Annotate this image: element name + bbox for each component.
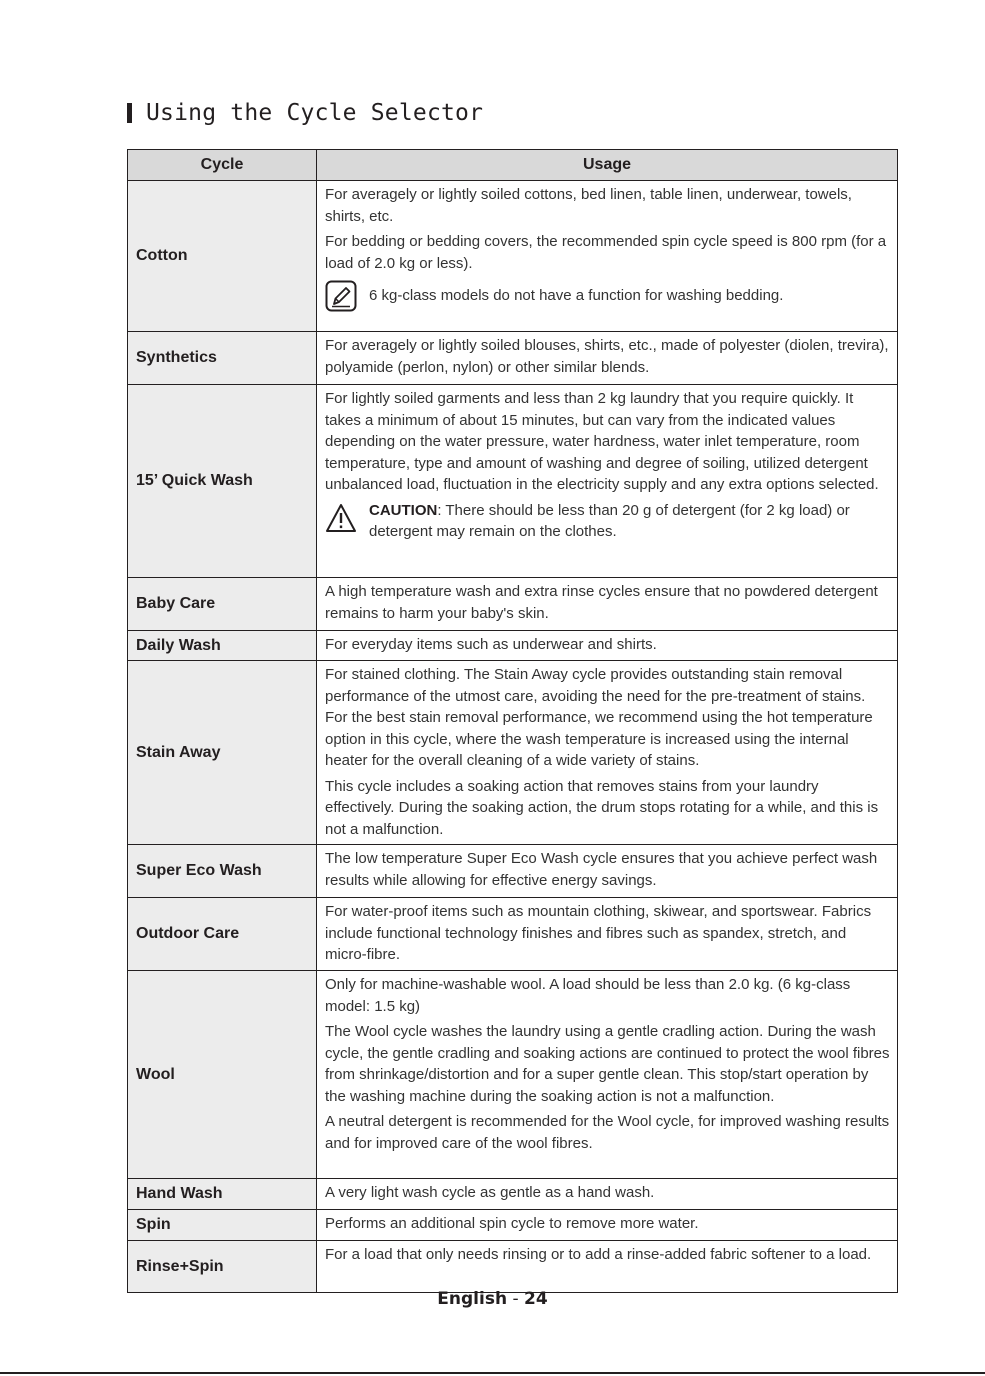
section-heading [127, 100, 483, 126]
cycle-usage [317, 578, 898, 631]
cycle-table [127, 149, 898, 1293]
page-footer [0, 1289, 985, 1309]
table-header-row [128, 150, 898, 181]
usage-paragraph: For averagely or lightly soiled cottons, bed linen, table linen, underwear, towels, shirts, etc. [325, 186, 852, 225]
usage-paragraph: This cycle includes a soaking action that removes stains from your laundry effectively. During the soaking action, the drum stops rotating for a while, and this is not a malfunction. [325, 777, 879, 838]
table-row [128, 898, 898, 971]
cycle-usage [317, 181, 898, 332]
usage-paragraph: The Wool cycle washes the laundry using a gentle cradling action. During the wash cycle, the gentle cradling and soaking actions are continued to protect the wool fibres from shrinkage/distortion and for a super gentle clean. This stop/start operation by the washing machine during the soaking action is not a malfunction. [325, 1023, 890, 1105]
caution-label: CAUTION [369, 501, 438, 519]
table-row [128, 631, 898, 661]
column-header-cycle: Cycle [128, 150, 317, 181]
table-row [128, 1210, 898, 1241]
cycle-usage [317, 898, 898, 971]
cycle-name: Hand Wash [128, 1179, 317, 1210]
caution-block [325, 500, 890, 543]
usage-paragraph: Performs an additional spin cycle to remove more water. [325, 1215, 699, 1232]
caution-message [369, 500, 890, 543]
usage-paragraph: For stained clothing. The Stain Away cycle provides outstanding stain removal performance of the utmost care, avoiding the need for the pre-treatment of stains. For the best stain removal performance, we recommend using the hot temperature option in this cycle, where the wash temperature is increased using the internal heater for the overall cleaning of a wide variety of stains. [325, 666, 873, 769]
table-row [128, 1179, 898, 1210]
cycle-usage [317, 385, 898, 578]
page-number: 24 [524, 1289, 548, 1309]
table-row [128, 385, 898, 578]
caution-triangle-icon [325, 503, 357, 533]
cycle-usage [317, 332, 898, 385]
cycle-name: Daily Wash [128, 631, 317, 661]
footer-separator: - [507, 1289, 525, 1309]
cycle-name: Synthetics [128, 332, 317, 385]
table-row [128, 845, 898, 898]
table-row [128, 971, 898, 1179]
cycle-usage [317, 971, 898, 1179]
cycle-name: Super Eco Wash [128, 845, 317, 898]
cycle-name: 15’ Quick Wash [128, 385, 317, 578]
cycle-usage [317, 1179, 898, 1210]
page-title: Using the Cycle Selector [146, 100, 484, 126]
cycle-name: Cotton [128, 181, 317, 332]
usage-paragraph: The low temperature Super Eco Wash cycle ensures that you achieve perfect wash results while allowing for effective energy savings. [325, 850, 878, 889]
cycle-name: Wool [128, 971, 317, 1179]
column-header-usage: Usage [317, 150, 898, 181]
cycle-name: Outdoor Care [128, 898, 317, 971]
cycle-name: Spin [128, 1210, 317, 1241]
cycle-name: Stain Away [128, 661, 317, 845]
usage-paragraph: For bedding or bedding covers, the recommended spin cycle speed is 800 rpm (for a load of 2.0 kg or less). [325, 233, 887, 272]
caution-text: : There should be less than 20 g of detergent (for 2 kg load) or detergent may remain on the clothes. [369, 501, 850, 540]
usage-paragraph: A very light wash cycle as gentle as a hand wash. [325, 1184, 655, 1201]
table-row [128, 1241, 898, 1293]
note-text: 6 kg-class models do not have a function for washing bedding. [369, 287, 784, 304]
usage-paragraph: Only for machine-washable wool. A load should be less than 2.0 kg. (6 kg-class model: 1.5 kg) [325, 976, 851, 1015]
table-row [128, 661, 898, 845]
cycle-name: Rinse+Spin [128, 1241, 317, 1293]
note-pencil-icon [325, 280, 357, 312]
cycle-usage [317, 845, 898, 898]
usage-paragraph: For a load that only needs rinsing or to add a rinse-added fabric softener to a load. [325, 1246, 872, 1263]
footer-language: English [437, 1289, 508, 1309]
cycle-usage [317, 1210, 898, 1241]
table-row [128, 332, 898, 385]
usage-paragraph: A high temperature wash and extra rinse cycles ensure that no powdered detergent remains to harm your baby's skin. [325, 583, 878, 622]
heading-bar [127, 103, 132, 123]
usage-paragraph: For lightly soiled garments and less than 2 kg laundry that you require quickly. It takes a minimum of about 15 minutes, but can vary from the indicated values depending on the water pressure, water hardness, water inlet temperature, room temperature, type and amount of washing and degree of soiling, utilized detergent unbalanced load, fluctuation in the electricity supply and any extra options selected. [325, 390, 879, 493]
bottom-rule [0, 1372, 985, 1374]
usage-paragraph: For averagely or lightly soiled blouses, shirts, etc., made of polyester (diolen, trevira), polyamide (perlon, nylon) or other similar blends. [325, 337, 889, 376]
cycle-usage [317, 661, 898, 845]
table-row [128, 181, 898, 332]
cycle-usage [317, 1241, 898, 1293]
cycle-usage [317, 631, 898, 661]
usage-paragraph: For water-proof items such as mountain clothing, skiwear, and sportswear. Fabrics include functional technology finishes and fibres such as spandex, stretch, and micro-fibre. [325, 903, 872, 963]
usage-paragraph: A neutral detergent is recommended for the Wool cycle, for improved washing results and for improved care of the wool fibres. [325, 1113, 890, 1152]
note-block [325, 280, 890, 312]
cycle-name: Baby Care [128, 578, 317, 631]
table-row [128, 578, 898, 631]
usage-paragraph: For everyday items such as underwear and shirts. [325, 636, 657, 653]
